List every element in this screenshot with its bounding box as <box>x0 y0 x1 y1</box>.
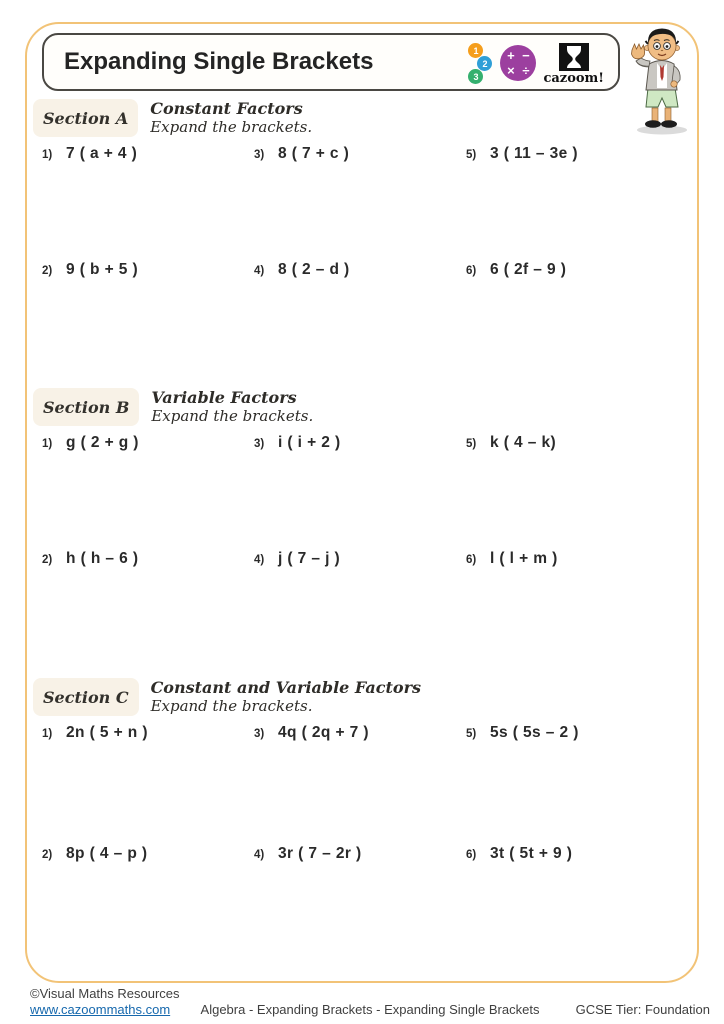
problem-c5 <box>466 724 686 845</box>
problem-number: 5) <box>466 149 477 161</box>
problem-b1 <box>42 434 254 550</box>
section-a-heading: Constant Factors <box>150 99 303 118</box>
problem-expression: 8 ( 7 + c ) <box>278 145 350 162</box>
cazoom-wordmark: cazoom! <box>543 70 604 86</box>
problem-expression: k ( 4 – k) <box>490 434 557 451</box>
problem-expression: 9 ( b + 5 ) <box>66 261 139 278</box>
footer-breadcrumb: Algebra - Expanding Brackets - Expanding Single Brackets <box>200 1002 540 1017</box>
problem-number: 4) <box>254 554 265 566</box>
number-badges <box>466 40 493 86</box>
problem-number: 4) <box>254 265 265 277</box>
problem-b4 <box>254 550 466 666</box>
section-a-instruction: Expand the brackets. <box>150 118 313 137</box>
section-b <box>30 388 694 666</box>
problem-number: 2) <box>42 265 53 277</box>
problem-c3 <box>254 724 466 845</box>
problem-expression: 4q ( 2q + 7 ) <box>278 724 369 741</box>
problem-expression: g ( 2 + g ) <box>66 434 139 451</box>
problem-c1 <box>42 724 254 845</box>
section-b-header <box>30 388 694 426</box>
problem-c4 <box>254 845 466 966</box>
problem-a4 <box>254 261 466 377</box>
problem-a5 <box>466 145 686 261</box>
footer-tier: GCSE Tier: Foundation <box>575 1002 710 1017</box>
problem-c6 <box>466 845 686 966</box>
problem-number: 2) <box>42 849 53 861</box>
problem-number: 3) <box>254 728 265 740</box>
footer <box>30 986 710 1020</box>
problem-number: 6) <box>466 265 477 277</box>
copyright-text: ©Visual Maths Resources <box>30 986 180 1001</box>
problem-number: 4) <box>254 849 265 861</box>
problem-expression: i ( i + 2 ) <box>278 434 341 451</box>
page-title: Expanding Single Brackets <box>64 48 374 75</box>
cazoom-vase-icon <box>559 43 589 71</box>
section-b-text <box>151 388 313 425</box>
problem-expression: 3r ( 7 – 2r ) <box>278 845 362 862</box>
problem-number: 3) <box>254 438 265 450</box>
times-icon: × <box>507 63 515 78</box>
math-operations-icon <box>500 45 536 81</box>
problem-a6 <box>466 261 686 377</box>
section-a <box>30 99 694 377</box>
problem-a1 <box>42 145 254 261</box>
problem-b5 <box>466 434 686 550</box>
section-b-instruction: Expand the brackets. <box>151 407 314 426</box>
title-box <box>42 33 620 91</box>
divide-icon: ÷ <box>522 63 530 78</box>
section-b-heading: Variable Factors <box>151 388 297 407</box>
section-c-text <box>151 678 421 715</box>
problem-number: 1) <box>42 149 53 161</box>
problem-number: 6) <box>466 554 477 566</box>
problem-c2 <box>42 845 254 966</box>
problem-number: 1) <box>42 728 53 740</box>
cazoom-logo <box>466 40 604 86</box>
plus-icon: + <box>507 48 515 63</box>
problem-a2 <box>42 261 254 377</box>
cazoommaths-link[interactable]: www.cazoommaths.com <box>30 1001 171 1017</box>
section-c-instruction: Expand the brackets. <box>150 697 313 716</box>
badge-3-icon: 3 <box>468 69 483 84</box>
problem-b3 <box>254 434 466 550</box>
problem-expression: 5s ( 5s – 2 ) <box>490 724 579 741</box>
problem-expression: j ( 7 – j ) <box>278 550 341 567</box>
problem-b6 <box>466 550 686 666</box>
section-a-problems <box>30 145 694 377</box>
problem-expression: l ( l + m ) <box>490 550 558 567</box>
problem-expression: 8p ( 4 – p ) <box>66 845 148 862</box>
cazoom-wordmark-block <box>543 43 604 86</box>
problem-expression: 3t ( 5t + 9 ) <box>490 845 573 862</box>
badge-2-icon: 2 <box>477 56 492 71</box>
problem-a3 <box>254 145 466 261</box>
section-a-label: Section A <box>33 99 138 137</box>
minus-icon: − <box>522 48 530 63</box>
problem-number: 5) <box>466 728 477 740</box>
problem-expression: 3 ( 11 – 3e ) <box>490 145 578 162</box>
problem-number: 6) <box>466 849 477 861</box>
section-a-header <box>30 99 694 137</box>
problem-b2 <box>42 550 254 666</box>
section-b-label: Section B <box>33 388 139 426</box>
section-c <box>30 678 694 966</box>
section-c-header <box>30 678 694 716</box>
problem-expression: 2n ( 5 + n ) <box>66 724 148 741</box>
section-c-label: Section C <box>33 678 139 716</box>
section-b-problems <box>30 434 694 666</box>
problem-expression: 6 ( 2f – 9 ) <box>490 261 567 278</box>
badge-1-icon: 1 <box>468 43 483 58</box>
problem-expression: 8 ( 2 – d ) <box>278 261 350 278</box>
problem-expression: h ( h – 6 ) <box>66 550 139 567</box>
problem-number: 1) <box>42 438 53 450</box>
problem-number: 2) <box>42 554 53 566</box>
section-a-text <box>150 99 312 136</box>
problem-number: 3) <box>254 149 265 161</box>
problem-number: 5) <box>466 438 477 450</box>
section-c-heading: Constant and Variable Factors <box>150 678 422 697</box>
problem-expression: 7 ( a + 4 ) <box>66 145 138 162</box>
section-c-problems <box>30 724 694 966</box>
